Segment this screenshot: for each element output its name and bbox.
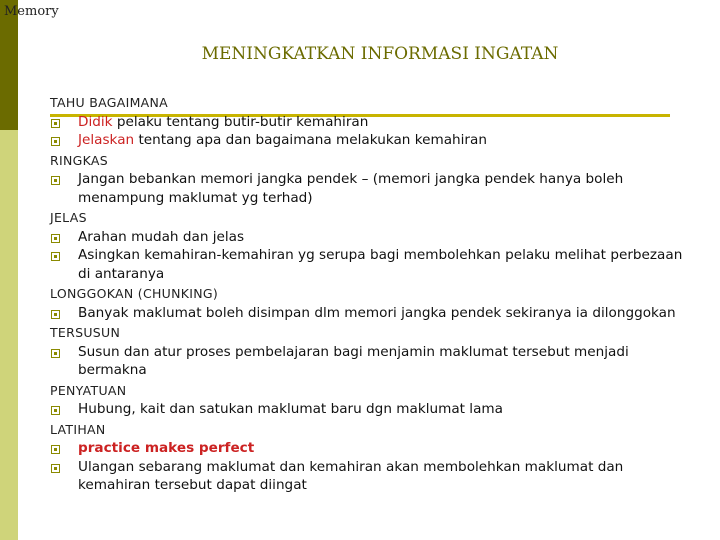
item-text: Jangan bebankan memori jangka pendek – (memori jangka pendek hanya boleh menampung maklumat yg terhad) <box>78 171 624 206</box>
square-bullet-icon <box>51 234 60 243</box>
square-bullet-icon <box>51 349 60 358</box>
list-item <box>50 343 690 380</box>
list-item <box>50 246 690 283</box>
list-item <box>50 113 690 132</box>
item-text: Susun dan atur proses pembelajaran bagi menjamin maklumat tersebut menjadi bermakna <box>78 343 629 378</box>
square-bullet-icon <box>51 445 60 454</box>
list-item <box>50 131 690 150</box>
section-heading-jelas: JELAS <box>50 210 87 225</box>
item-text: pelaku tentang butir-butir kemahiran <box>112 113 369 130</box>
square-bullet-icon <box>51 406 60 415</box>
item-text: Hubung, kait dan satukan maklumat baru dgn maklumat lama <box>78 401 503 417</box>
corner-label: Memory <box>4 4 59 19</box>
list-item <box>50 170 690 207</box>
slide-title: MENINGKATKAN INFORMASI INGATAN <box>201 44 559 64</box>
item-text: Asingkan kemahiran-kemahiran yg serupa bagi membolehkan pelaku melihat perbezaan di antaranya <box>78 247 683 282</box>
item-text: Banyak maklumat boleh disimpan dlm memori jangka pendek sekiranya ia dilonggokan <box>78 304 676 321</box>
sidebar-light-band <box>0 130 18 540</box>
square-bullet-icon <box>51 137 60 146</box>
list-item <box>50 458 690 495</box>
section-heading-longgokan: LONGGOKAN (CHUNKING) <box>50 286 219 301</box>
section-heading-ringkas: RINGKAS <box>50 152 108 168</box>
square-bullet-icon <box>51 119 60 128</box>
slide-content <box>50 92 690 495</box>
square-bullet-icon <box>51 464 60 473</box>
item-highlight: Jelaskan <box>78 132 135 148</box>
section-heading-penyatuan: PENYATUAN <box>50 382 127 398</box>
item-text: tentang apa dan bagaimana melakukan kemahiran <box>134 132 487 148</box>
section-heading-latihan: LATIHAN <box>50 421 106 437</box>
list-item <box>50 304 690 323</box>
item-text: Arahan mudah dan jelas <box>78 228 245 245</box>
square-bullet-icon <box>51 310 60 319</box>
item-highlight: Didik <box>78 113 113 130</box>
square-bullet-icon <box>51 176 60 185</box>
list-item <box>50 400 690 419</box>
square-bullet-icon <box>51 252 60 261</box>
section-heading-tersusun: TERSUSUN <box>50 325 121 340</box>
item-emphasis: practice makes perfect <box>78 440 255 456</box>
item-text: Ulangan sebarang maklumat dan kemahiran akan membolehkan maklumat dan kemahiran tersebut dapat diingat <box>78 458 624 493</box>
section-heading-tahu-bagaimana: TAHU BAGAIMANA <box>50 95 169 110</box>
list-item <box>50 439 690 458</box>
list-item <box>50 228 690 247</box>
